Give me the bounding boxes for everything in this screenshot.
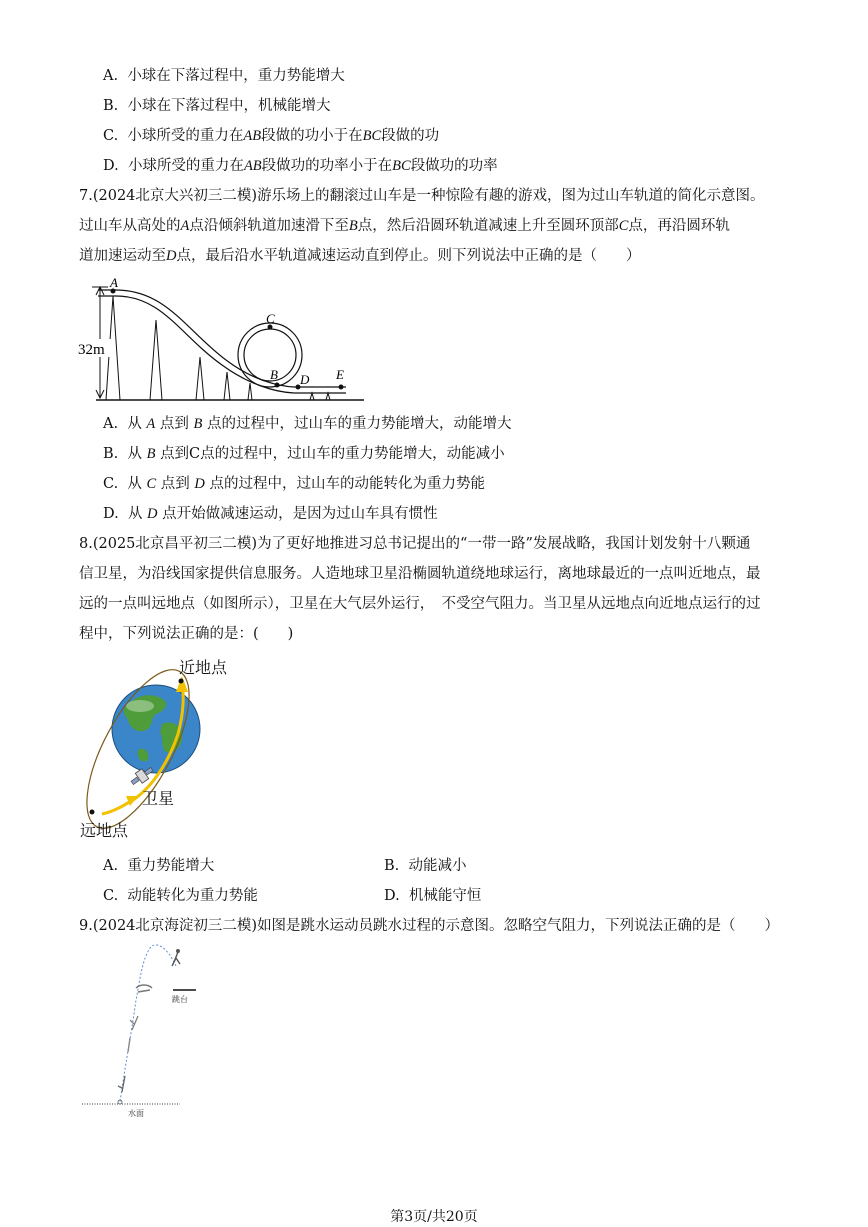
point-c-label: C [266,311,275,326]
q8-stem-line4: 程中，下列说法正确的是：( ) [79,626,294,642]
q8-option-b: B. 动能减小 [384,858,467,874]
q8-option-d: D. 机械能守恒 [384,888,482,904]
q7-stem-line2: 过山车从高处的A点沿倾斜轨道加速滑下至B点，然后沿圆环轨道减速上升至圆环顶部C点，再沿圆环轨 [79,218,730,234]
page-number: 第3页/共20页 [390,1209,478,1225]
point-e-label: E [336,367,344,382]
q8-stem-line2: 信卫星，为沿线国家提供信息服务。人造地球卫星沿椭圆轨道绕地球运行，离地球最近的一点叫近地点，最 [79,566,761,582]
apogee-label: 远地点 [80,823,129,840]
q8-option-a: A. 重力势能增大 [103,858,215,874]
q6-option-a: A. 小球在下落过程中，重力势能增大 [103,68,345,84]
satellite-orbit-figure [78,654,248,844]
point-a-label: A [110,275,118,290]
water-label: 水面 [128,1109,144,1118]
platform-label: 跳台 [172,995,188,1004]
q8-stem-line3: 远的一点叫远地点（如图所示），卫星在大气层外运行， 不受空气阻力。当卫星从远地点向近地点运行的过 [79,596,761,612]
point-d-label: D [300,372,310,387]
q7-option-a: A. 从 A 点到 B 点的过程中，过山车的重力势能增大，动能增大 [103,416,512,432]
q7-option-b: B. 从 B 点到C点的过程中，过山车的重力势能增大，动能减小 [103,446,505,462]
q7-stem-line3: 道加速运动至D点，最后沿水平轨道减速运动直到停止。则下列说法中正确的是（ ） [79,248,641,264]
satellite-label: 卫星 [142,791,175,808]
height-label: 32m [78,342,105,358]
diver-trajectory-figure [78,940,208,1130]
q8-option-c: C. 动能转化为重力势能 [103,888,258,904]
perigee-label: 近地点 [179,660,228,677]
q7-stem-line1: 7.(2024北京大兴初三二模)游乐场上的翻滚过山车是一种惊险有趣的游戏，图为过山车轨道的简化示意图。 [79,188,765,204]
q6-option-d: D. 小球所受的重力在AB段做功的功率小于在BC段做功的功率 [103,158,498,174]
q9-stem-line1: 9.(2024北京海淀初三二模)如图是跳水运动员跳水过程的示意图。忽略空气阻力，下列说法正确的是（ ） [79,918,780,934]
point-b-label: B [270,367,278,382]
q7-option-c: C. 从 C 点到 D 点的过程中，过山车的动能转化为重力势能 [103,476,485,492]
q8-stem-line1: 8.(2025北京昌平初三二模)为了更好地推进习总书记提出的“一带一路”发展战略，我国计划发射十八颗通 [79,536,751,552]
roller-coaster-figure [76,275,371,407]
q7-option-d: D. 从 D 点开始做减速运动，是因为过山车具有惯性 [103,506,438,522]
q6-option-c: C. 小球所受的重力在AB段做的功小于在BC段做的功 [103,128,440,144]
q6-option-b: B. 小球在下落过程中，机械能增大 [103,98,331,114]
